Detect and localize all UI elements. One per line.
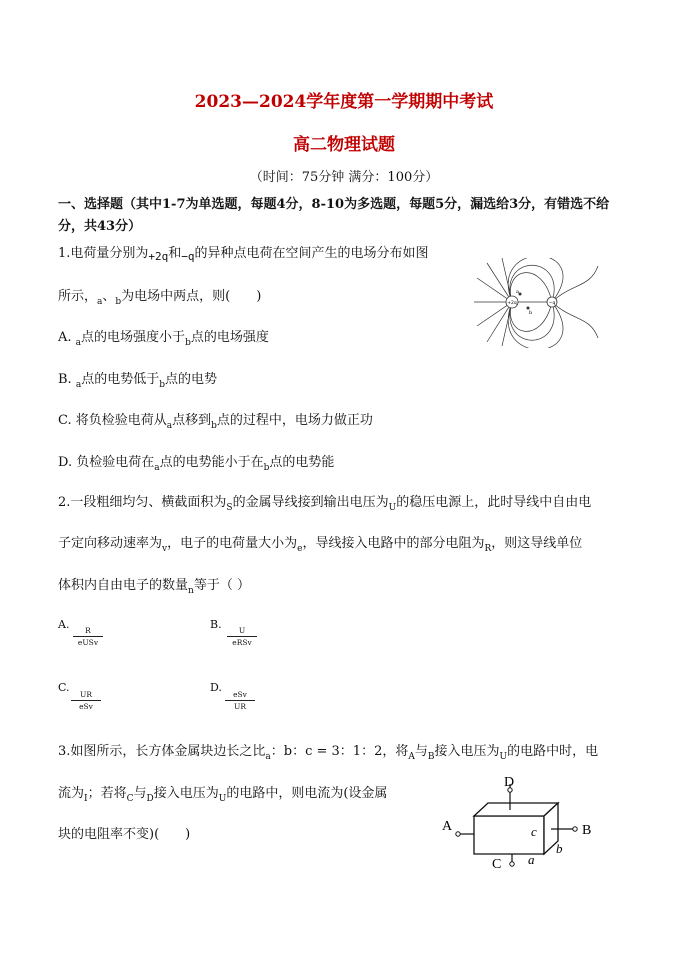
fraction-numerator: eSv: [225, 690, 255, 701]
point-b: b: [185, 338, 191, 348]
option-text: 点的电势能小于在: [159, 455, 264, 470]
q3-text: ；若将: [87, 786, 127, 801]
q1-option-a[interactable]: [58, 326, 269, 348]
point-b-label: b: [529, 310, 533, 316]
var-v: v: [162, 544, 168, 554]
option-text: 点的电势: [164, 372, 217, 387]
exam-subtitle: 高二物理试题: [293, 135, 395, 155]
label-D: D: [504, 776, 515, 790]
terminal-B: [573, 827, 577, 831]
q3-text: 接入电压为: [434, 744, 500, 759]
var-U: U: [499, 752, 508, 762]
fraction-numerator: U: [227, 626, 257, 637]
positive-charge-label: +2q: [507, 301, 517, 306]
q1-text: 为电场中两点，则( ): [121, 289, 262, 304]
q2-option-d-fraction[interactable]: [225, 690, 255, 711]
q1-text: 1.电荷量分别为: [58, 246, 149, 261]
fraction-denominator: UR: [234, 702, 246, 711]
q2-option-a-fraction[interactable]: [73, 626, 103, 647]
q3-text: 流为: [58, 786, 85, 801]
point-b: b: [211, 421, 217, 431]
section-heading-line1: 一、选择题（其中1-7为单选题，每题4分，8-10为多选题，每题5分，漏选给3分，有错选不给: [58, 197, 610, 212]
q3-text: 与: [133, 786, 147, 801]
point-b: b: [263, 463, 270, 473]
negative-charge-label: −q: [548, 301, 556, 306]
q1-charge-minus: −q: [181, 250, 195, 263]
q2-text: ，则这导线单位: [491, 536, 583, 551]
point-a: a: [154, 463, 160, 473]
label-A: A: [442, 819, 453, 834]
exam-title: 2023—2024学年度第一学期期中考试: [194, 92, 494, 112]
var-D: D: [146, 794, 154, 804]
edge-label-b: b: [556, 841, 563, 856]
q3-text: 的电路中，则电流为: [226, 786, 344, 801]
q1-text: 、: [102, 289, 116, 304]
var-I: I: [84, 794, 88, 804]
q3-text: 与: [414, 744, 428, 759]
q3-text: )( ): [149, 827, 191, 842]
q1-stem-line1: [58, 242, 429, 261]
fraction-denominator: eSv: [79, 702, 93, 711]
q3-text: 的电路中时，电: [507, 744, 599, 759]
fraction-denominator: eUSv: [77, 638, 99, 647]
q3-text: ，将: [382, 744, 409, 759]
option-text: 点的电势能: [269, 455, 335, 470]
var-C: C: [126, 794, 134, 804]
var-B: B: [427, 752, 435, 762]
option-text: C. 将负检验电荷从: [58, 413, 167, 428]
q2-option-c-fraction[interactable]: [71, 690, 101, 711]
q1-stem-line2: [58, 285, 262, 307]
point-a: a: [97, 297, 103, 307]
var-a: a: [265, 752, 271, 762]
q1-text: 所示，: [58, 289, 98, 304]
exam-info: （时间：75分钟 满分：100分）: [249, 170, 439, 185]
q3-text: 块的电阻率不变: [58, 827, 150, 842]
var-U: U: [218, 794, 227, 804]
option-text: 点的电场强度小于: [81, 330, 186, 345]
q2-option-d-label[interactable]: D.: [210, 681, 222, 694]
point-a: a: [75, 338, 82, 348]
edge-label-a: a: [528, 852, 535, 867]
q2-text: 等于（ ）: [193, 578, 250, 593]
option-letter: B.: [58, 372, 72, 387]
point-a: a: [75, 380, 82, 390]
q1-text: 的异种点电荷在空间产生的电场分布如图: [194, 246, 429, 261]
option-letter: A.: [58, 330, 72, 345]
q2-text: ，导线接入电路中的部分电阻为: [302, 536, 485, 551]
label-C: C: [492, 857, 502, 872]
point-a: a: [166, 421, 173, 431]
var-U: U: [388, 503, 397, 513]
q3-stem-line3: [58, 823, 190, 842]
q2-option-c-label[interactable]: C.: [58, 681, 70, 694]
q2-text: 的金属导线接到输出电压为: [232, 495, 389, 510]
point-b: b: [115, 297, 122, 307]
q1-text: 和: [168, 246, 182, 261]
point-a-label: a: [516, 289, 519, 295]
metal-block-figure: [438, 776, 604, 874]
q2-text: 2.一段粗细均匀、横截面积为: [58, 495, 227, 510]
q3-text: (设金属: [343, 786, 388, 801]
var-e: e: [297, 544, 303, 554]
q2-option-b-label[interactable]: B.: [210, 618, 222, 631]
option-text: 点的过程中，电场力做正功: [216, 413, 373, 428]
var-A: A: [408, 752, 415, 762]
section-heading-line2: 分，共43分）: [58, 219, 142, 234]
fraction-numerator: R: [73, 626, 103, 637]
q2-text: 的稳压电源上，此时导线中自由电: [396, 495, 592, 510]
option-text: 点移到: [172, 413, 212, 428]
q3-stem-line1: [58, 740, 599, 762]
option-text: 点的电势低于: [81, 372, 160, 387]
q2-stem-line2: [58, 532, 583, 554]
q2-option-a-label[interactable]: A.: [58, 618, 70, 631]
fraction-numerator: UR: [71, 690, 101, 701]
option-text: 点的电场强度: [190, 330, 269, 345]
q2-text: ，电子的电荷量大小为: [167, 536, 298, 551]
var-n: n: [188, 586, 194, 596]
q1-charge-plus: +2q: [148, 250, 169, 263]
terminal-C: [510, 862, 514, 866]
fraction-denominator: eRSv: [232, 638, 252, 647]
q2-option-b-fraction[interactable]: [227, 626, 257, 647]
terminal-A: [456, 832, 460, 836]
q3-text: 接入电压为: [153, 786, 219, 801]
q3-stem-line2: [58, 782, 388, 804]
electric-field-figure: [472, 258, 604, 348]
q2-stem-line1: [58, 491, 592, 513]
q1-option-b[interactable]: [58, 368, 217, 390]
q2-text: 体积内自由电子的数量: [58, 578, 189, 593]
label-B: B: [582, 823, 592, 838]
q1-option-c[interactable]: [58, 409, 373, 431]
q2-stem-line3: [58, 574, 250, 596]
point-b: b: [159, 380, 165, 390]
var-R: R: [484, 544, 492, 554]
edge-label-c: c: [531, 824, 537, 839]
option-text: D. 负检验电荷在: [58, 455, 155, 470]
q1-option-d[interactable]: [58, 451, 335, 473]
q3-text: 3.如图所示，长方体金属块边长之比: [58, 744, 266, 759]
q3-ratio: ：b：c = 3：1：2: [270, 744, 383, 759]
var-S: S: [226, 503, 233, 513]
q2-text: 子定向移动速率为: [58, 536, 163, 551]
